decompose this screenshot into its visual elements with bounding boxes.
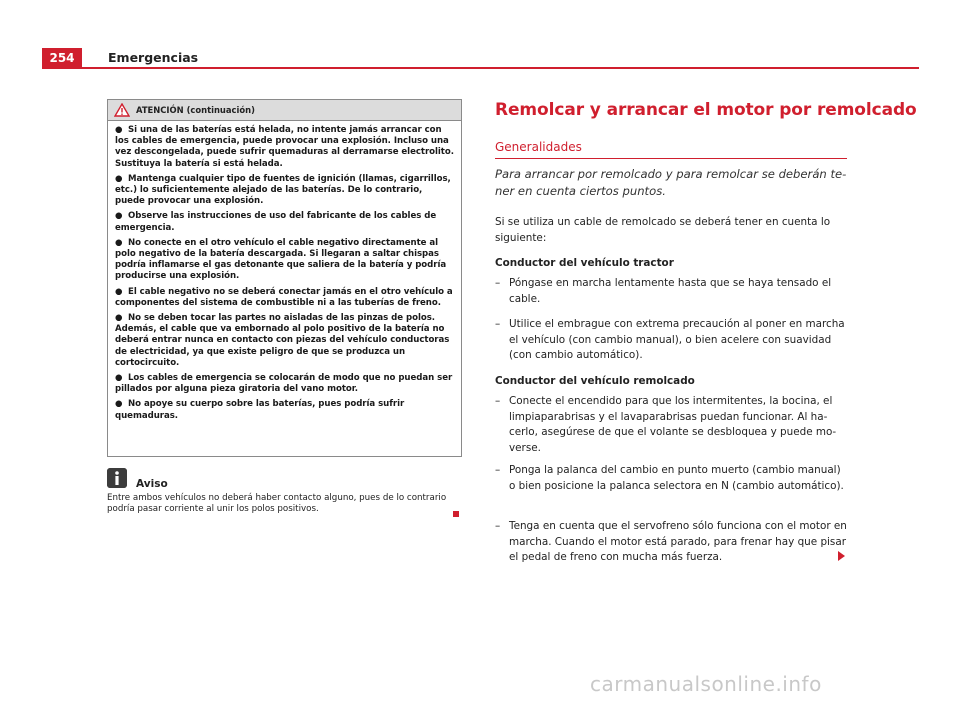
list-item: – Conecte el encendido para que los intermitentes, la bocina, el limpiaparabrisas y el lavaparabrisas puedan funcionar. Al hacerlo, asegúrese de que el volante se desbloquea y puede moverse. [495, 395, 837, 454]
list-item: – Utilice el embrague con extrema precaución al poner en marcha el vehículo (con cambio manual), o bien acelere con suavidad (con cambio automático). [495, 318, 845, 361]
info-note-icon [107, 468, 127, 488]
warning-box [107, 99, 462, 457]
bullet: ● [115, 313, 123, 324]
warning-triangle-icon [114, 103, 130, 117]
warning-item: ● Observe las instrucciones de uso del fabricante de los cables de emergencia. [115, 211, 437, 233]
list-item: – Ponga la palanca del cambio en punto muerto (cambio manual) o bien posicione la palanca selectora en N (cambio automático). [495, 464, 844, 492]
warning-item: ● No conecte en el otro vehículo el cable negativo directamente al polo negativo de la batería descargada. Si llegaran a saltar chispas podría inflamarse el gas detonante que saliera de la batería y podría producirse una explosión. [115, 237, 447, 282]
page-heading: Remolcar y arrancar el motor por remolcado [495, 100, 917, 120]
tractor-heading: Conductor del vehículo tractor [495, 257, 674, 269]
bullet: ● [115, 237, 123, 248]
bullet: ● [115, 125, 123, 135]
warning-item: ● Si una de las baterías está helada, no intente jamás arrancar con los cables de emergencia, puede provocar una explosión. Incluso una vez descongelada, puede sufrir quemaduras al derramarse electrolito. Sustituya la batería si está helada. [115, 125, 454, 169]
page-number: 254 [42, 48, 82, 68]
lead-text: Para arrancar por remolcado y para remolcar se deberán tener en cuenta ciertos puntos. [495, 167, 847, 198]
warning-title: ATENCIÓN (continuación) [136, 105, 255, 115]
list-item: – Póngase en marcha lentamente hasta que se haya tensado el cable. [495, 277, 832, 305]
bullet: ● [115, 286, 123, 297]
subheading: Generalidades [495, 140, 582, 154]
intro-paragraph: Si se utiliza un cable de remolcado se deberá tener en cuenta lo siguiente: [495, 216, 831, 244]
warning-item: ● El cable negativo no se deberá conectar jamás en el otro vehículo a componentes del sistema de combustible ni a las tuberías de freno. [115, 286, 453, 308]
note-text: Entre ambos vehículos no deberá haber contacto alguno, pues de lo contrario podría pasar corriente al unir los polos positivos. [107, 493, 447, 515]
header-rule [42, 67, 919, 69]
warning-item: ● Los cables de emergencia se colocarán de modo que no puedan ser pillados por alguna pieza giratoria del vano motor. [115, 373, 453, 395]
watermark: carmanualsonline.info [590, 672, 822, 696]
bullet: ● [115, 211, 123, 222]
continue-arrow-icon [838, 551, 845, 561]
subheading-rule [495, 158, 847, 159]
end-of-section-marker [453, 511, 459, 517]
section-title: Emergencias [108, 50, 199, 65]
warning-item: ● No apoye su cuerpo sobre las baterías, pues podría sufrir quemaduras. [115, 399, 405, 421]
warning-list [108, 121, 461, 422]
warning-item: ● Mantenga cualquier tipo de fuentes de ignición (llamas, cigarrillos, etc.) lo suficientemente alejado de las baterías. De lo contrario, puede provocar una explosión. [115, 173, 451, 207]
note-title: Aviso [136, 478, 168, 490]
warning-header [108, 100, 461, 121]
warning-item: ● No se deben tocar las partes no aisladas de las pinzas de polos. Además, el cable que va embornado al polo positivo de la batería no deberá entrar nunca en contacto con piezas del vehículo conductoras de electricidad, ya que existe peligro de que se produzca un cortocircuito. [115, 313, 450, 368]
bullet: ● [115, 399, 123, 410]
towed-heading: Conductor del vehículo remolcado [495, 375, 695, 387]
list-item: – Tenga en cuenta que el servofreno sólo funciona con el motor en marcha. Cuando el motor está parado, para frenar hay que pisar el pedal de freno con mucha más fuerza. [495, 520, 847, 563]
bullet: ● [115, 173, 123, 184]
bullet: ● [115, 373, 123, 384]
